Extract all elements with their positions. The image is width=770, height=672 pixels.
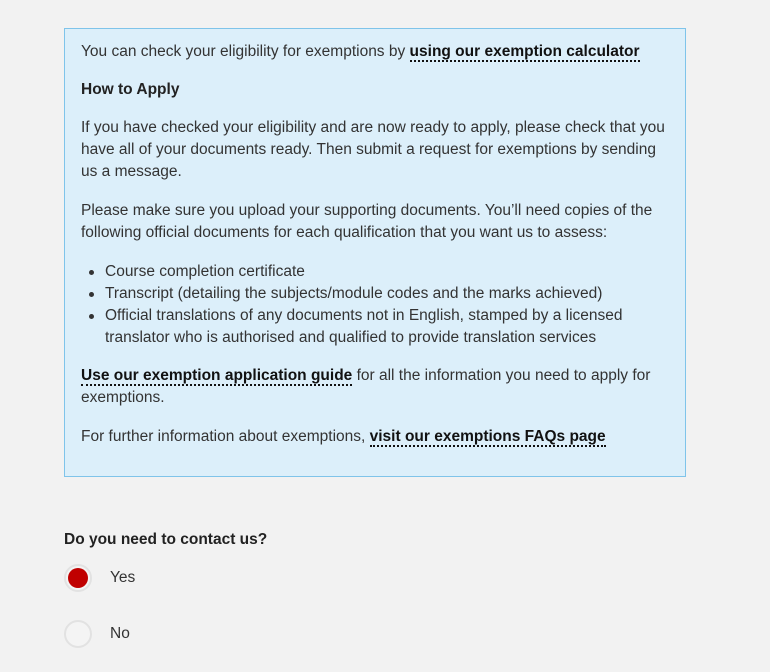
calculator-text: You can check your eligibility for exemptions by bbox=[81, 43, 410, 60]
list-item: Course completion certificate bbox=[105, 261, 669, 283]
radio-yes-button[interactable] bbox=[64, 564, 92, 592]
radio-yes-label[interactable]: Yes bbox=[110, 569, 136, 586]
faq-paragraph bbox=[81, 426, 669, 448]
guide-paragraph bbox=[81, 365, 669, 409]
required-documents-list bbox=[81, 261, 669, 349]
radio-no-button[interactable] bbox=[64, 620, 92, 648]
radio-option-no[interactable] bbox=[64, 618, 130, 650]
how-to-apply-heading: How to Apply bbox=[81, 81, 180, 98]
list-item: Transcript (detailing the subjects/module codes and the marks achieved) bbox=[105, 283, 669, 305]
contact-question: Do you need to contact us? bbox=[64, 531, 268, 548]
radio-selected-dot bbox=[68, 568, 88, 588]
ready-to-apply-paragraph: If you have checked your eligibility and are now ready to apply, please check that you have all of your documents ready. Then submit a request for exemptions by sending us a message. bbox=[81, 119, 665, 180]
exemption-info-box bbox=[64, 28, 686, 477]
radio-option-yes[interactable] bbox=[64, 562, 135, 594]
radio-no-label[interactable]: No bbox=[110, 625, 130, 642]
guide-text: for all the information you need to apply for exemptions. bbox=[81, 367, 651, 406]
calculator-paragraph bbox=[81, 41, 669, 63]
exemptions-faq-link[interactable]: visit our exemptions FAQs page bbox=[369, 428, 606, 445]
exemption-guide-link[interactable]: Use our exemption application guide bbox=[81, 367, 353, 384]
exemption-calculator-link[interactable]: using our exemption calculator bbox=[409, 43, 640, 60]
supporting-documents-paragraph: Please make sure you upload your supporting documents. You’ll need copies of the following official documents for each qualification that you want us to assess: bbox=[81, 202, 653, 241]
list-item: Official translations of any documents not in English, stamped by a licensed translator who is authorised and qualified to provide translation services bbox=[105, 305, 669, 349]
faq-text: For further information about exemptions, bbox=[81, 428, 370, 445]
